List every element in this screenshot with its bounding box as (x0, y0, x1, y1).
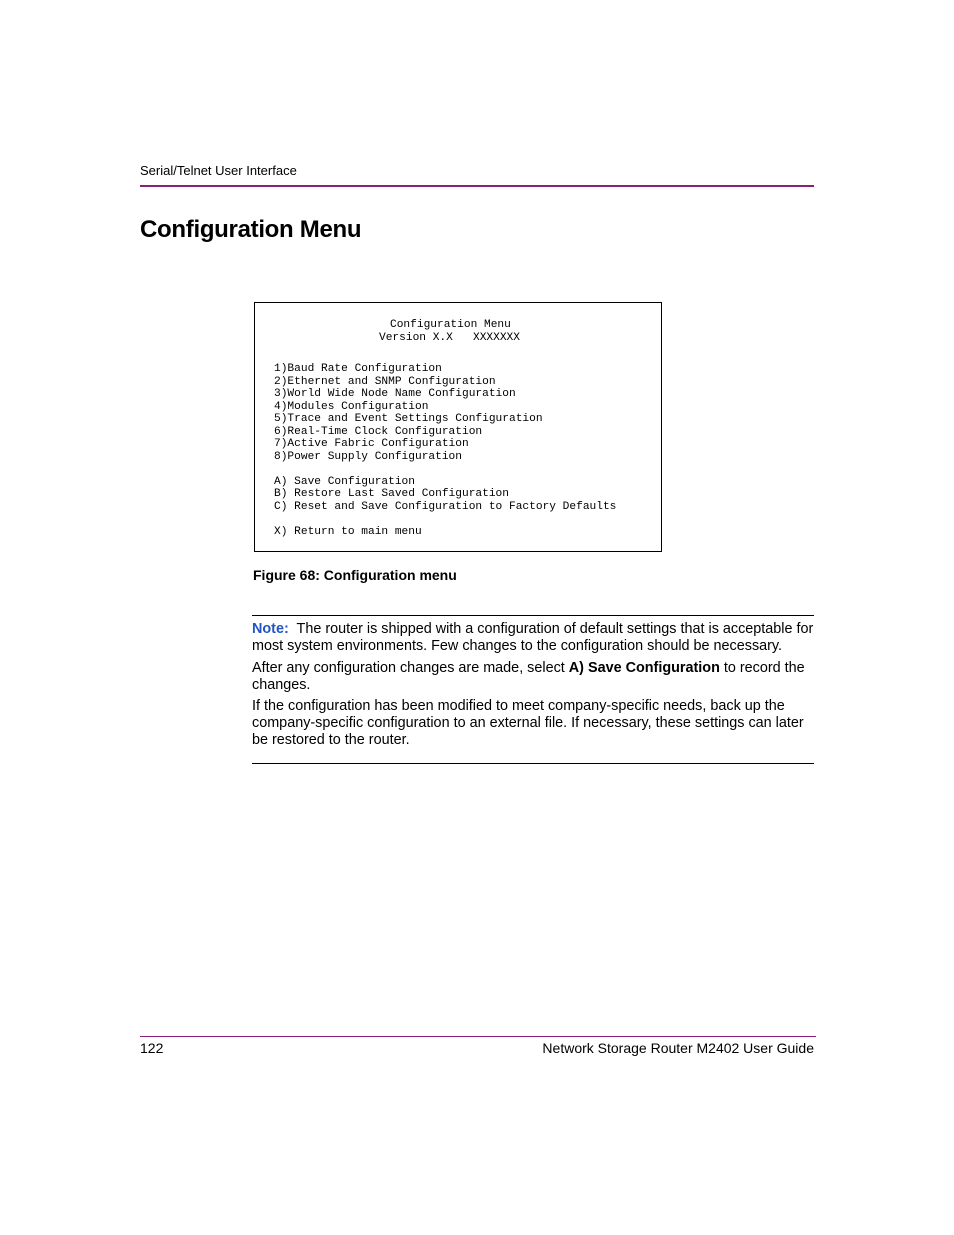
action-return: X) Return to main menu (274, 525, 422, 538)
note-paragraph-2 (252, 660, 814, 694)
header-rule (140, 185, 814, 187)
menu-item-ethernet-snmp: 2)Ethernet and SNMP Configuration (274, 375, 496, 388)
note-rule-top (252, 615, 814, 616)
page-number: 122 (140, 1040, 164, 1056)
note-label: Note: (252, 621, 289, 637)
terminal-title: Configuration Menu (390, 319, 511, 331)
note-paragraph-1 (252, 621, 814, 655)
menu-item-trace-event: 5)Trace and Event Settings Configuration (274, 413, 543, 425)
action-save: A) Save Configuration (274, 475, 415, 488)
menu-item-wwnn: 3)World Wide Node Name Configuration (274, 388, 516, 400)
menu-item-power-supply: 8)Power Supply Configuration (274, 450, 462, 463)
menu-item-modules: 4)Modules Configuration (274, 400, 429, 413)
note-text-2b: to record the changes. (252, 659, 805, 693)
note-text-2a: After any configuration changes are made, select (252, 659, 569, 676)
note-text-1: The router is shipped with a configuration of default settings that is acceptable for most system environments. Few changes to the configuration should be necessary. (252, 621, 814, 654)
menu-item-real-time-clock: 6)Real-Time Clock Configuration (274, 425, 483, 438)
footer-rule (140, 1036, 816, 1037)
action-reset-defaults: C) Reset and Save Configuration to Factory Defaults (274, 500, 617, 513)
figure-caption: Figure 68: Configuration menu (253, 567, 457, 583)
note-block (252, 621, 814, 754)
note-rule-bottom (252, 763, 814, 764)
note-paragraph-3: If the configuration has been modified to meet company-specific needs, back up the company-specific configuration to an external file. If necessary, these settings can later be restored to the router. (252, 698, 804, 748)
menu-item-active-fabric: 7)Active Fabric Configuration (274, 438, 469, 450)
ui-reference-save-configuration: A) Save Configuration (568, 659, 720, 676)
action-restore: B) Restore Last Saved Configuration (274, 488, 509, 500)
menu-item-baud-rate: 1)Baud Rate Configuration (274, 363, 442, 375)
terminal-figure (254, 302, 662, 552)
terminal-version: Version X.X XXXXXXX (379, 332, 520, 344)
page-title: Configuration Menu (140, 216, 362, 243)
running-header: Serial/Telnet User Interface (140, 163, 297, 178)
guide-title: Network Storage Router M2402 User Guide (542, 1040, 814, 1056)
